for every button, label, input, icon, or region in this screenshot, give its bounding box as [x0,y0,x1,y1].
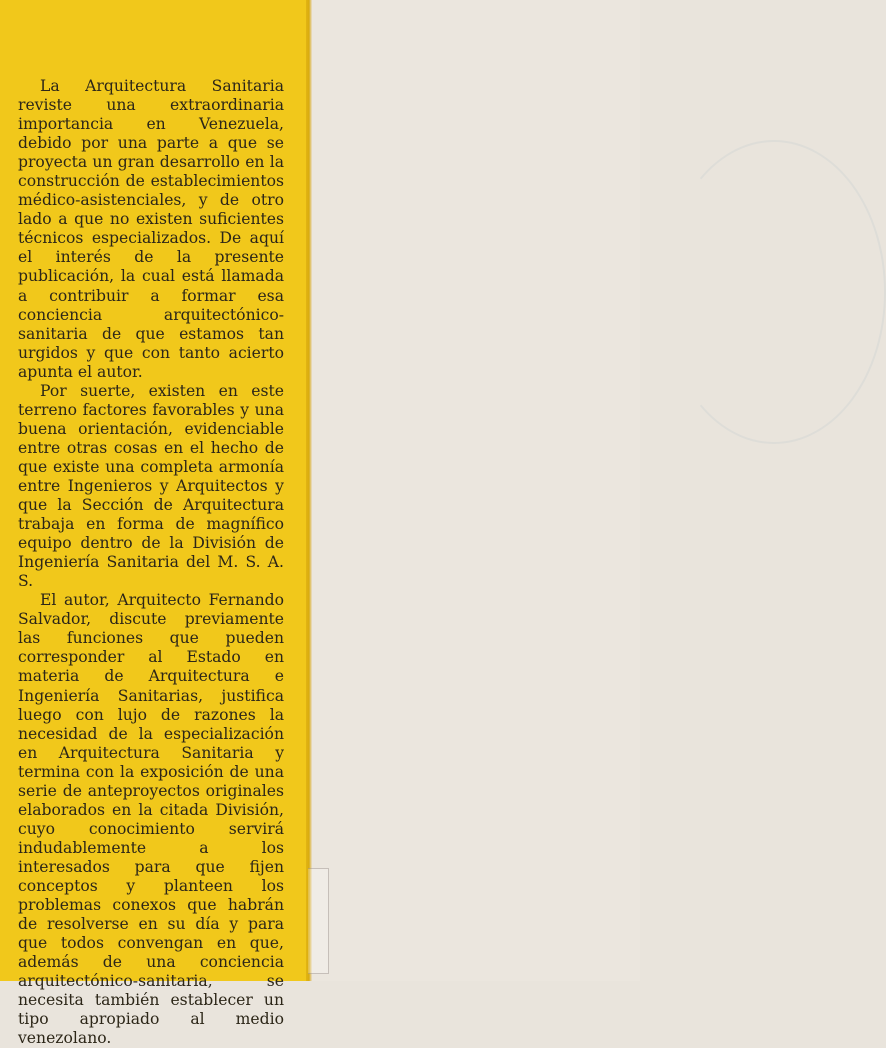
blurb-paragraph-3: El autor, Arquitecto Fernando Salvador, discute previamente las funciones que pueden corresponder al Estado en materia de Arquitectura e Ingeniería Sanitarias, justifica luego con lujo de razones la necesidad de la especialización en Arquitectura Sanitaria y termina con la exposición de una serie de anteproyectos originales elaborados en la citada División, cuyo conocimiento servirá indudablemente a los interesados para que fijen conceptos y planteen los problemas conexos que habrán de resolverse en su día y para que todos convengan en que, además de una conciencia arquitectónico-sanitaria, se necesita también establecer un tipo apropiado al medio venezolano. [18,591,284,1048]
blank-cover-panel [312,0,640,981]
spine-label-strip [308,868,329,974]
blurb-paragraph-2: Por suerte, existen en este terreno factores favorables y una buena orientación, evidenciable entre otras cosas en el hecho de que existe una completa armonía entre Ingenieros y Arquitectos y que la Sección de Arquitectura trabaja en forma de magnífico equipo dentro de la División de Ingeniería Sanitaria del M. S. A. S. [18,381,284,591]
blurb-text [18,77,284,1048]
yellow-flap-panel [0,0,310,1048]
blurb-paragraph-1: La Arquitectura Sanitaria reviste una extraordinaria importancia en Venezuela, debido por una parte a que se proyecta un gran desarrollo en la construcción de establecimientos médico-asistenciales, y de otro lado a que no existen suficientes técnicos especializados. De aquí el interés de la presente publicación, la cual está llamada a contribuir a formar esa conciencia arquitectónico-sanitaria de que estamos tan urgidos y que con tanto acierto apunta el autor. [18,77,284,381]
faded-circle-mark [662,140,886,444]
